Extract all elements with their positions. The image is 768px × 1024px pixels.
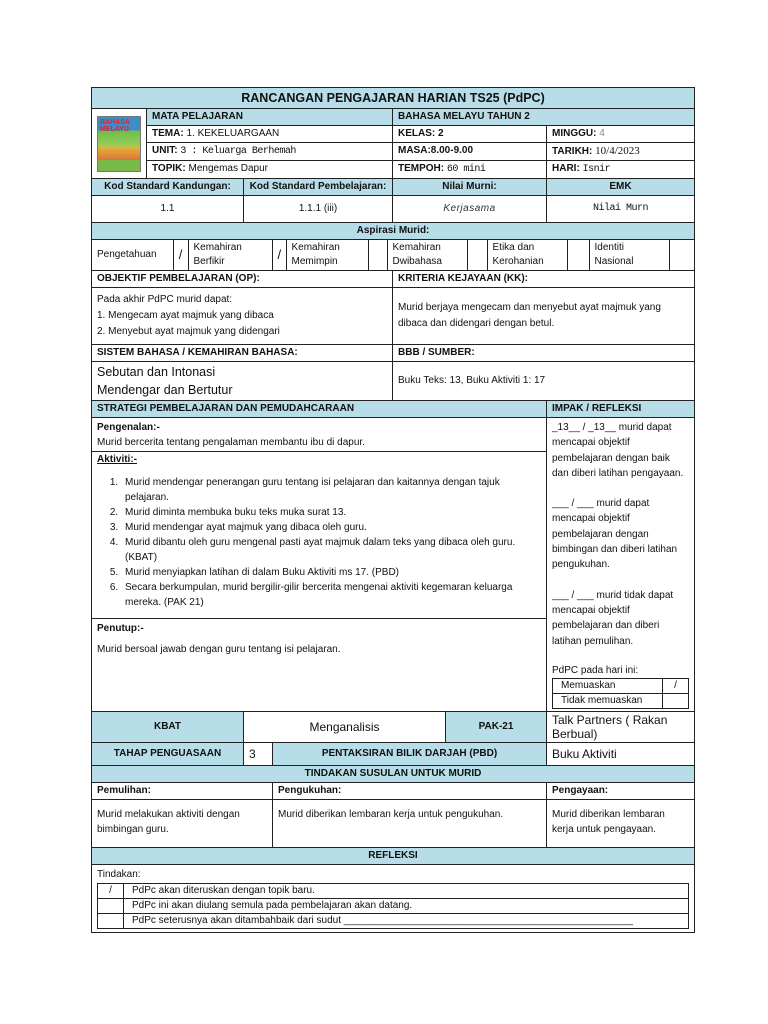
- pak21-label: PAK-21: [446, 712, 547, 743]
- aktiviti-list: [97, 475, 541, 610]
- memuaskan-label: Memuaskan: [553, 679, 663, 694]
- aspirasi-mark-etika: [567, 240, 589, 270]
- impak-baik: _13__ / _13__ murid dapat mencapai objektif pembelajaran dengan baik dan diberi latihan pengayaan.: [552, 422, 684, 479]
- pengukuhan-label: Pengukuhan:: [273, 783, 547, 800]
- pengukuhan-text: Murid diberikan lembaran kerja untuk pengukuhan.: [273, 800, 547, 848]
- sistem-bahasa-label: SISTEM BAHASA / KEMAHIRAN BAHASA:: [92, 345, 393, 362]
- aspirasi-mark-pengetahuan: /: [173, 240, 188, 270]
- bbb-content: Buku Teks: 13, Buku Aktiviti 1: 17: [393, 362, 695, 401]
- refleksi-mark: [98, 914, 124, 929]
- aspirasi-mark-identiti: [669, 240, 695, 270]
- unit-cell: UNIT: 3 : Keluarga Berhemah: [147, 143, 393, 161]
- bbb-label: BBB / SUMBER:: [393, 345, 695, 362]
- textbook-logo: BAHASA MELAYU: [92, 109, 147, 179]
- kelas-cell: KELAS: 2: [393, 126, 547, 143]
- aspirasi-mark-berfikir: /: [272, 240, 286, 270]
- lesson-plan-table: [91, 87, 695, 933]
- lesson-plan-sheet: [91, 87, 694, 933]
- tarikh-cell: TARIKH: 10/4/2023: [547, 143, 695, 161]
- aktiviti-item: 5. Murid menyiapkan latihan di dalam Buku Aktiviti ms 17. (PBD): [121, 565, 541, 580]
- impak-pengukuhan: ___ / ___ murid dapat mencapai objektif pembelajaran dengan bimbingan dan diberi latihan pengukuhan.: [552, 498, 678, 571]
- kbat-value: Menganalisis: [244, 712, 446, 743]
- aspirasi-item-berfikir: Kemahiran Berfikir: [188, 240, 272, 270]
- mata-pelajaran-label: MATA PELAJARAN: [147, 109, 393, 126]
- minggu-cell: MINGGU: 4: [547, 126, 695, 143]
- pbd-value: Buku Aktiviti: [547, 743, 695, 766]
- sistem-bahasa-content: Sebutan dan Intonasi Mendengar dan Bertutur: [92, 362, 393, 401]
- masa-cell: MASA:8.00-9.00: [393, 143, 547, 161]
- kod-sp-label: Kod Standard Pembelajaran:: [244, 179, 393, 196]
- aktiviti-item: 2. Murid diminta membuka buku teks muka surat 13.: [121, 505, 541, 520]
- aspirasi-mark-dwibahasa: [467, 240, 487, 270]
- tahap-label: TAHAP PENGUASAAN: [92, 743, 244, 766]
- kbat-label: KBAT: [92, 712, 244, 743]
- tema-cell: TEMA: 1. KEKELUARGAAN: [147, 126, 393, 143]
- pengayaan-label: Pengayaan:: [547, 783, 695, 800]
- pemulihan-text: Murid melakukan aktiviti dengan bimbingan guru.: [92, 800, 273, 848]
- aspirasi-item-dwibahasa: Kemahiran Dwibahasa: [387, 240, 467, 270]
- mata-pelajaran-value: BAHASA MELAYU TAHUN 2: [393, 109, 695, 126]
- pemulihan-label: Pemulihan:: [92, 783, 273, 800]
- emk-value: Nilai Murn: [547, 196, 695, 223]
- memuaskan-mark: /: [663, 679, 689, 694]
- objektif-content: Pada akhir PdPC murid dapat: 1. Mengecam ayat majmuk yang dibaca 2. Menyebut ayat majmuk yang didengari: [92, 288, 393, 345]
- tidak-memuaskan-label: Tidak memuaskan: [553, 694, 663, 709]
- tidak-memuaskan-mark: [663, 694, 689, 709]
- aspirasi-label: Aspirasi Murid:: [92, 223, 695, 240]
- refleksi-label: REFLEKSI: [92, 848, 695, 865]
- impak-content: _13__ / _13__ murid dapat mencapai objektif pembelajaran dengan baik dan diberi latihan pengayaan. ___ / ___ murid dapat mencapai objektif pembelajaran dengan bimbingan dan diberi latihan pengukuhan. ___ / ___ murid tidak dapat mencapai objektif pembelajaran dan diberi latihan pemulihan. PdPC pada hari ini: Memuaskan / Tidak memuaskan: [547, 418, 695, 712]
- pbd-label: PENTAKSIRAN BILIK DARJAH (PBD): [273, 743, 547, 766]
- aspirasi-item-pengetahuan: Pengetahuan: [92, 240, 173, 270]
- aktiviti-item: 4. Murid dibantu oleh guru mengenal pasti ayat majmuk dalam teks yang dibaca oleh guru. (KBAT): [121, 535, 541, 565]
- kod-sk-label: Kod Standard Kandungan:: [92, 179, 244, 196]
- refleksi-row-text: PdPc seterusnya akan ditambahbaik dari sudut ____________________________________________________: [124, 914, 689, 929]
- topik-cell: TOPIK: Mengemas Dapur: [147, 161, 393, 179]
- refleksi-row-text: PdPc akan diteruskan dengan topik baru.: [124, 884, 689, 899]
- emk-label: EMK: [547, 179, 695, 196]
- refleksi-mark: /: [98, 884, 124, 899]
- strategi-content: Pengenalan:- Murid bercerita tentang pengalaman membantu ibu di dapur. Aktiviti:- 1. Murid mendengar penerangan guru tentang isi pelajaran dan kaitannya dengan tajuk pelajaran. 2. Murid diminta membuka buku teks muka surat 13. 3. Murid mendengar ayat majmuk yang dibaca oleh guru. 4. Murid dibantu oleh guru mengenal pasti ayat majmuk dalam teks yang dibaca oleh guru. (KBAT) 5. Murid menyiapkan latihan di dalam Buku Aktiviti ms 17. (PBD) 6. Secara berkumpulan, murid bergilir-gilir bercerita mengenai aktiviti kegemaran keluarga mereka. (PAK 21) Penutup:- Murid bersoal jawab dengan guru tentang isi pelajaran.: [92, 418, 547, 712]
- tempoh-cell: TEMPOH: 60 mini: [393, 161, 547, 179]
- page-title: RANCANGAN PENGAJARAN HARIAN TS25 (PdPC): [92, 88, 695, 109]
- aspirasi-row: [92, 240, 695, 271]
- aktiviti-item: 6. Secara berkumpulan, murid bergilir-gilir bercerita mengenai aktiviti kegemaran keluarga mereka. (PAK 21): [121, 580, 541, 610]
- refleksi-table: [97, 883, 689, 929]
- kod-sp-value: 1.1.1 (iii): [244, 196, 393, 223]
- tindakan-label: TINDAKAN SUSULAN UNTUK MURID: [92, 766, 695, 783]
- refleksi-mark: [98, 899, 124, 914]
- aktiviti-item: 3. Murid mendengar ayat majmuk yang dibaca oleh guru.: [121, 520, 541, 535]
- impak-pemulihan: ___ / ___ murid tidak dapat mencapai objektif pembelajaran dan diberi latihan pemulihan.: [552, 589, 674, 647]
- hari-cell: HARI: Isnir: [547, 161, 695, 179]
- pdpc-status-table: [552, 678, 689, 709]
- pak21-value: Talk Partners ( Rakan Berbual): [547, 712, 695, 743]
- aspirasi-item-etika: Etika dan Kerohanian: [487, 240, 567, 270]
- refleksi-row-text: PdPc ini akan diulang semula pada pembelajaran akan datang.: [124, 899, 689, 914]
- refleksi-content: Tindakan: / PdPc akan diteruskan dengan topik baru. PdPc ini akan diulang semula pada pembelajaran akan datang. PdPc seterusnya akan ditambahbaik dari sudut ____________________________________________________: [92, 865, 695, 933]
- aspirasi-mark-memimpin: [368, 240, 387, 270]
- aktiviti-item: 1. Murid mendengar penerangan guru tentang isi pelajaran dan kaitannya dengan tajuk pelajaran.: [121, 475, 541, 505]
- kriteria-label: KRITERIA KEJAYAAN (KK):: [393, 271, 695, 288]
- impak-label: IMPAK / REFLEKSI: [547, 401, 695, 418]
- nilai-murni-label: Nilai Murni:: [393, 179, 547, 196]
- objektif-label: OBJEKTIF PEMBELAJARAN (OP):: [92, 271, 393, 288]
- strategi-label: STRATEGI PEMBELAJARAN DAN PEMUDAHCARAAN: [92, 401, 547, 418]
- aspirasi-item-identiti: Identiti Nasional: [589, 240, 669, 270]
- nilai-murni-value: Kerjasama: [393, 196, 547, 223]
- aspirasi-item-memimpin: Kemahiran Memimpin: [286, 240, 368, 270]
- kod-sk-value: 1.1: [92, 196, 244, 223]
- kriteria-content: Murid berjaya mengecam dan menyebut ayat majmuk yang dibaca dan didengari dengan betul.: [393, 288, 695, 345]
- tahap-value: 3: [244, 743, 273, 766]
- pengayaan-text: Murid diberikan lembaran kerja untuk pengayaan.: [547, 800, 695, 848]
